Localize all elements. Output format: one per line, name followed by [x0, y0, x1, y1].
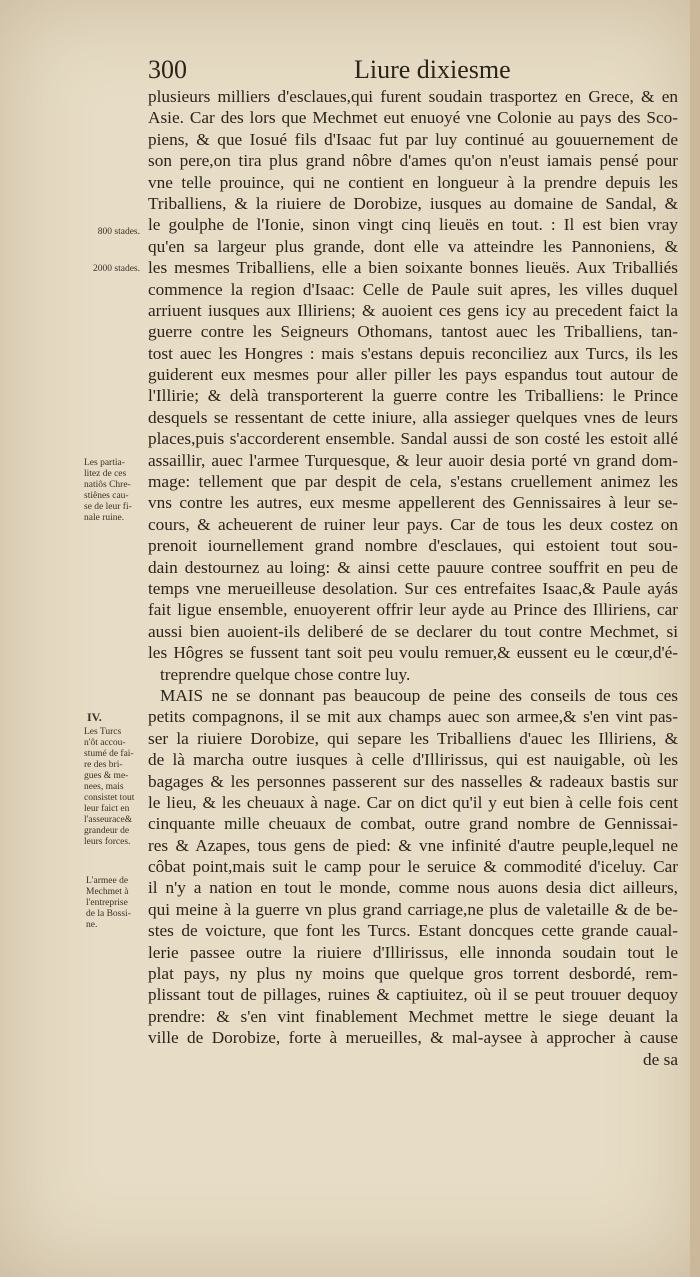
- marginal-line: de la Bossi-: [86, 909, 131, 919]
- body-line: Triballiens, & la riuiere de Dorobize, iusques au domaine de Sandal, &: [148, 193, 678, 213]
- marginal-line: stumé de fai-: [84, 749, 134, 759]
- marginal-note-partialitez: [84, 458, 132, 524]
- body-line: stes de voicture, que font les Turcs. Estant doncques cette grande caual-: [148, 921, 678, 941]
- body-line: le goulphe de l'Ionie, sinon vingt cinq lieuës en tout. : Il est bien vray: [148, 215, 678, 235]
- marginal-line: se de leur fi-: [84, 502, 132, 512]
- page-number: 300: [148, 55, 187, 84]
- marginal-line: leurs forces.: [84, 837, 131, 847]
- body-line: cinquante mille cheuaux de combat, outre grand nombre de Gennissai-: [148, 814, 678, 834]
- body-line: desquels se ressentant de cette iniure, alla assieger quelques vnes de leurs: [148, 407, 678, 427]
- body-line: côbat point,mais suit le camp pour le seruice & commodité d'iceluy. Car: [148, 857, 678, 877]
- marginal-line: gues & me-: [84, 771, 129, 781]
- marginal-line: nale ruine.: [84, 513, 125, 523]
- marginal-line: n'ôt accou-: [84, 738, 126, 748]
- body-line: aussi bien auoient-ils deliberé de se declarer du tout contre Mechmet, si: [148, 621, 678, 641]
- body-line: plusieurs milliers d'esclaues,qui furent soudain trasportez en Grece, & en: [148, 87, 678, 106]
- marginal-line: consistet tout: [84, 793, 135, 803]
- book-title: Liure dixiesme: [354, 55, 511, 84]
- body-line: vns contre les autres, eux mesme appellerent des Gennissaires à leur se-: [148, 493, 678, 513]
- body-line: bagages & les personnes passerent sur des nasselles & radeaux bastis sur: [148, 771, 678, 791]
- marginal-note-armee-mechmet: [86, 876, 131, 931]
- body-line: qui meine à la guerre vn plus grand carriage,ne plus de valetaille & de be-: [148, 899, 678, 919]
- marginal-line: litez de ces: [84, 469, 127, 479]
- marginal-note-2000-stades: [80, 264, 140, 275]
- body-line: mage: tellement que par despit de cela, s'estans cruellement animez les: [148, 472, 678, 492]
- section-number: [87, 710, 102, 724]
- marginal-line: leur faict en: [84, 804, 130, 814]
- body-line: commence la region d'Isaac: Celle de Paule suit apres, les villes duquel: [148, 279, 678, 299]
- marginal-note-800-stades: [80, 227, 140, 238]
- marginal-line: stiênes cau-: [84, 491, 129, 501]
- marginal-line: IV.: [87, 710, 102, 724]
- body-line: vne telle prouince, qui ne contient en longueur à la prendre depuis les: [148, 172, 678, 192]
- body-line: fait ligue ensemble, enuoyerent offrir leur ayde au Prince des Illiriens, car: [148, 600, 678, 620]
- body-line: piens, & que Iosué fils d'Isaac fut par luy continué au gouuernement de: [148, 129, 678, 149]
- body-line: dain destournez au loing: & ainsi cette pauure contree souffrit en peu de: [148, 557, 678, 577]
- body-line: treprendre quelque chose contre luy.: [160, 664, 411, 684]
- marginal-note-turcs-forces: [84, 727, 134, 848]
- running-head: [148, 54, 688, 86]
- body-line: res & Azapes, tous gens de pied: & vne infinité d'autre peuple,lequel ne: [148, 835, 678, 855]
- body-line: places,puis s'accorderent ensemble. Sandal aussi de son costé les estoit allé: [148, 429, 678, 449]
- body-text: [148, 86, 678, 1070]
- marginal-line: Les Turcs: [84, 727, 122, 737]
- marginal-line: ne.: [86, 920, 98, 930]
- marginal-line: 2000 stades.: [93, 264, 140, 274]
- body-line: les Hôgres se fussent tant soit peu voulu remuer,& eussent eu le cœur,d'é-: [148, 643, 678, 663]
- marginal-line: re des bri-: [84, 760, 123, 770]
- marginal-line: natiôs Chre-: [84, 480, 131, 490]
- body-line: il n'y a nation en tout le monde, comme nous auons desia dict ailleurs,: [148, 878, 678, 898]
- body-line: prenoit iournellement grand nombre d'esclaues, qui estoient tout sou-: [148, 536, 678, 556]
- body-line: plissant tout de pillages, ruines & captiuitez, où il se peut trouuer dequoy: [148, 985, 678, 1005]
- body-line: l'Illirie; & delà transporterent la guerre contre les Triballiens: le Prince: [148, 386, 678, 406]
- marginal-line: grandeur de: [84, 826, 130, 836]
- body-line: qu'en sa largeur plus grande, dont elle va atteindre les Pannoniens, &: [148, 236, 678, 256]
- paragraph-opening-line: MAIS ne se donnant pas beaucoup de peine des conseils de tous ces: [160, 685, 678, 705]
- body-line: temps vne merueilleuse desolation. Sur ces entrefaites Isaac,& Paule ayás: [148, 578, 678, 598]
- body-line: plat pays, ny plus ny moins que quelque gros torrent desbordé, rem-: [148, 964, 678, 984]
- marginal-line: L'armee de: [86, 876, 129, 886]
- body-line: prendre: & s'en vint finablement Mechmet mettre le siege deuant la: [148, 1006, 678, 1026]
- body-line: lerie passee outre la riuiere d'Illirissus, elle innonda soudain tout le: [148, 942, 678, 962]
- body-line: ville de Dorobize, forte à merueilles, & mal-aysee à approcher à cause: [148, 1028, 678, 1048]
- body-line: cours, & acheuerent de ruiner leur pays. Car de tous les deux costez on: [148, 514, 678, 534]
- marginal-line: Mechmet à: [86, 887, 129, 897]
- catchword: de sa: [643, 1049, 678, 1069]
- body-line: les mesmes Triballiens, elle a bien soixante bonnes lieuës. Aux Triballiés: [148, 258, 678, 278]
- body-line: guiderent eux mesmes pour aller piller les pays espandus tout autour de: [148, 365, 678, 385]
- page-edge: [690, 0, 700, 1277]
- body-line: guerre contre les Seigneurs Othomans, tantost auec les Triballiens, tan-: [148, 322, 678, 342]
- body-line: tost auec les Hongres : mais s'estans depuis reconciliez aux Turcs, ils les: [148, 343, 678, 363]
- body-line: de là marcha outre iusques à celle d'Illirissus, qui est nauigable, où les: [148, 750, 678, 770]
- marginal-line: 800 stades.: [97, 227, 140, 237]
- body-line: son pere,on tira plus grand nôbre d'ames qu'on n'eust iamais pensé pour: [148, 151, 678, 171]
- marginal-line: l'entreprise: [86, 898, 128, 908]
- marginal-line: Les partia-: [84, 458, 125, 468]
- body-line: le lieu, & les cheuaux à nage. Car on dict qu'il y eut bien à celle fois cent: [148, 792, 678, 812]
- body-line: ser la riuiere Dorobize, qui separe les Triballiens d'auec les Illiriens, &: [148, 728, 678, 748]
- marginal-line: l'asseurace&: [84, 815, 133, 825]
- body-line: Asie. Car des lors que Mechmet eut enuoyé vne Colonie au pays des Sco-: [148, 108, 678, 128]
- marginal-line: nees, mais: [84, 782, 124, 792]
- body-line: assaillir, auec l'armee Turquesque, & leur auoir desia porté vn grand dom-: [148, 450, 678, 470]
- body-line: arriuent iusques aux Illiriens; & auoient ces gens icy au precedent faict la: [148, 300, 678, 320]
- body-line: petits compagnons, il se mit aux champs auec son armee,& s'en vint pas-: [148, 707, 678, 727]
